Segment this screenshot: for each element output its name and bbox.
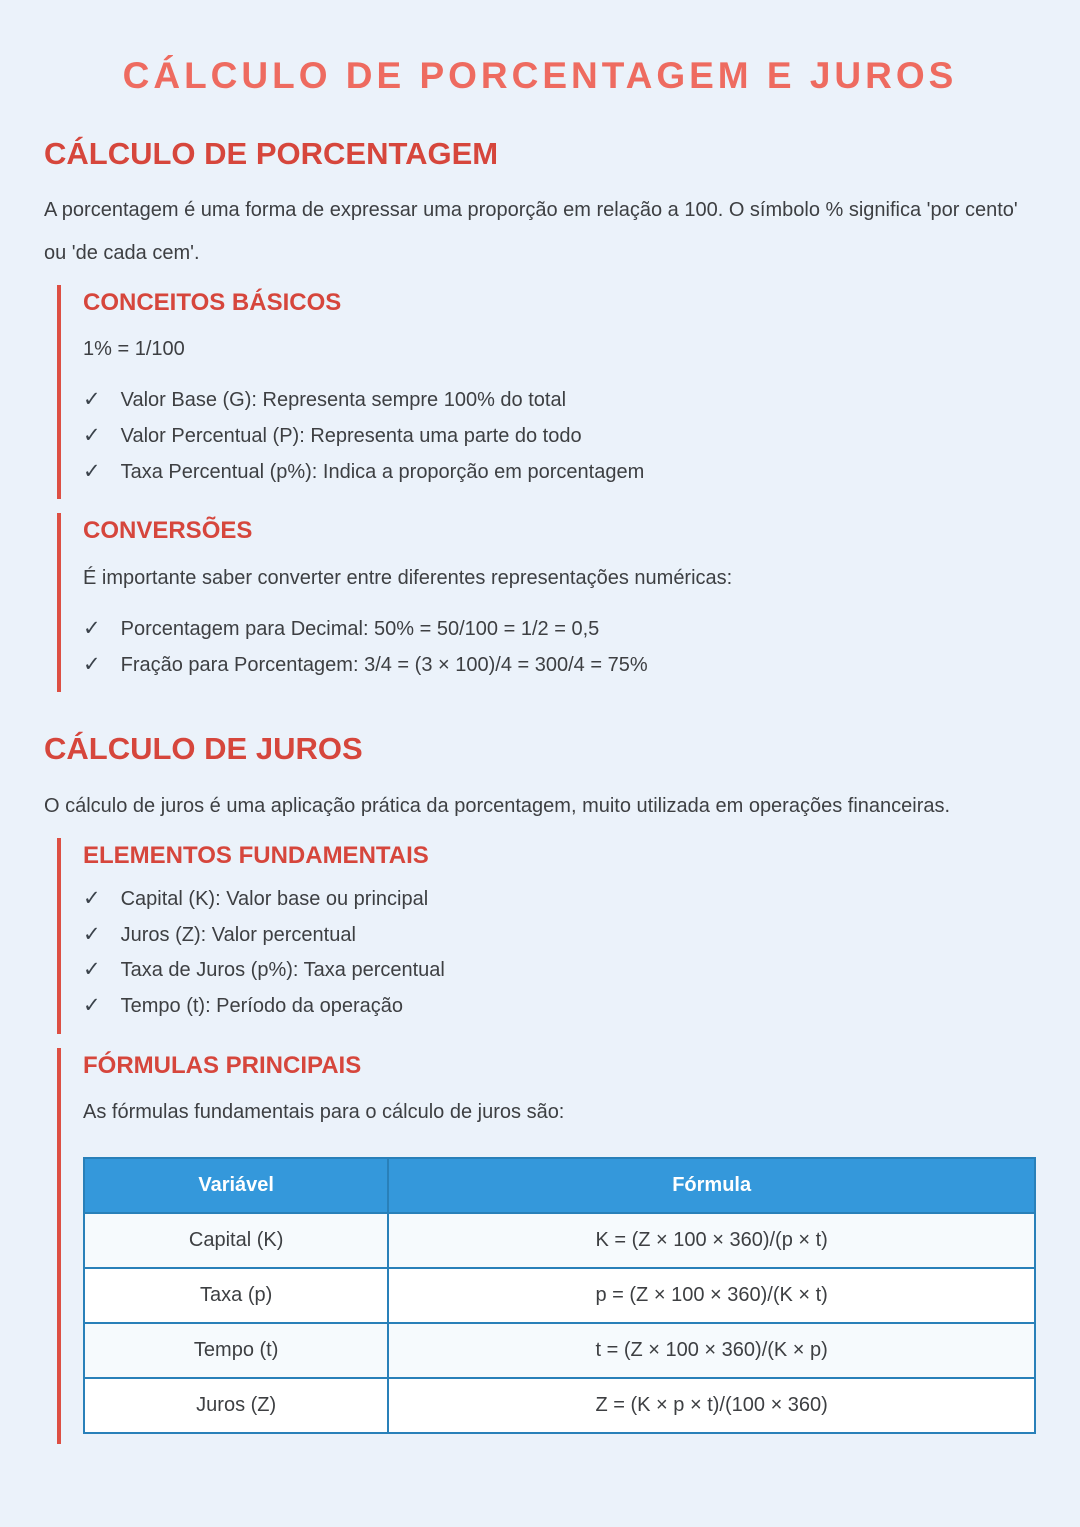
check-icon: ✓ — [83, 886, 101, 911]
subsection-note: 1% = 1/100 — [83, 338, 185, 361]
check-item-text: Capital (K): Valor base ou principal — [120, 888, 429, 911]
check-item-text: Tempo (t): Período da operação — [120, 995, 403, 1018]
check-list-item — [83, 418, 1036, 454]
check-list-item — [83, 952, 1036, 988]
subsection-formulas-principais — [57, 1048, 1036, 1445]
table-header-row — [84, 1158, 1035, 1213]
section-calculo-de-juros — [44, 732, 1036, 1444]
table-header-formula: Fórmula — [388, 1158, 1035, 1213]
subsection-elementos-fundamentais — [57, 838, 1036, 1034]
check-icon: ✓ — [83, 387, 101, 412]
check-item-text: Taxa de Juros (p%): Taxa percentual — [120, 959, 445, 982]
check-list-item — [83, 647, 1036, 683]
formulas-table — [83, 1157, 1036, 1434]
check-list-item — [83, 454, 1036, 490]
section-heading-juros: CÁLCULO DE JUROS — [44, 731, 363, 767]
check-item-text: Porcentagem para Decimal: 50% = 50/100 = 1/2 = 0,5 — [120, 618, 600, 641]
check-item-text: Juros (Z): Valor percentual — [120, 923, 356, 946]
table-row-taxa — [84, 1268, 1035, 1323]
check-item-text: Taxa Percentual (p%): Indica a proporção em porcentagem — [120, 460, 645, 483]
check-list-item — [83, 611, 1036, 647]
check-icon: ✓ — [83, 921, 101, 946]
page-title: CÁLCULO DE PORCENTAGEM E JUROS — [122, 55, 958, 96]
table-cell-variavel: Juros (Z) — [84, 1378, 388, 1433]
subsection-note: É importante saber converter entre diferentes representações numéricas: — [83, 567, 733, 590]
section-heading-porcentagem: CÁLCULO DE PORCENTAGEM — [44, 135, 499, 171]
table-cell-formula: Z = (K × p × t)/(100 × 360) — [388, 1378, 1035, 1433]
check-list — [83, 382, 1036, 489]
table-cell-formula: p = (Z × 100 × 360)/(K × t) — [388, 1268, 1035, 1323]
table-row-capital — [84, 1213, 1035, 1268]
subsection-heading-elementos: ELEMENTOS FUNDAMENTAIS — [83, 841, 429, 869]
table-header-variavel: Variável — [84, 1158, 388, 1213]
check-icon: ✓ — [83, 993, 101, 1018]
check-list-item — [83, 988, 1036, 1024]
section-calculo-de-porcentagem — [44, 137, 1036, 693]
subsection-heading-conversoes: CONVERSÕES — [83, 517, 253, 545]
table-cell-formula: K = (Z × 100 × 360)/(p × t) — [388, 1213, 1035, 1268]
table-cell-variavel: Capital (K) — [84, 1213, 388, 1268]
check-icon: ✓ — [83, 957, 101, 982]
subsection-note: As fórmulas fundamentais para o cálculo de juros são: — [83, 1101, 565, 1124]
check-list-item — [83, 881, 1036, 917]
table-row-tempo — [84, 1323, 1035, 1378]
check-list-item — [83, 382, 1036, 418]
check-list-item — [83, 917, 1036, 953]
check-item-text: Valor Percentual (P): Representa uma parte do todo — [120, 425, 582, 448]
subsection-heading-formulas: FÓRMULAS PRINCIPAIS — [83, 1051, 362, 1079]
check-icon: ✓ — [83, 458, 101, 483]
check-icon: ✓ — [83, 651, 101, 676]
subsection-heading-conceitos-basicos: CONCEITOS BÁSICOS — [83, 288, 342, 316]
check-item-text: Valor Base (G): Representa sempre 100% do total — [120, 389, 567, 412]
subsection-conversoes — [57, 513, 1036, 692]
table-cell-variavel: Tempo (t) — [84, 1323, 388, 1378]
table-row-juros — [84, 1378, 1035, 1433]
check-icon: ✓ — [83, 423, 101, 448]
check-list — [83, 611, 1036, 682]
section-intro-porcentagem: A porcentagem é uma forma de expressar uma proporção em relação a 100. O símbolo % significa 'por cento' ou 'de cada cem'. — [44, 198, 1018, 264]
subsection-conceitos-basicos — [57, 285, 1036, 500]
check-item-text: Fração para Porcentagem: 3/4 = (3 × 100)/4 = 300/4 = 75% — [120, 653, 648, 676]
check-list — [83, 881, 1036, 1024]
table-cell-variavel: Taxa (p) — [84, 1268, 388, 1323]
check-icon: ✓ — [83, 616, 101, 641]
section-intro-juros: O cálculo de juros é uma aplicação prática da porcentagem, muito utilizada em operações financeiras. — [44, 794, 951, 817]
table-cell-formula: t = (Z × 100 × 360)/(K × p) — [388, 1323, 1035, 1378]
